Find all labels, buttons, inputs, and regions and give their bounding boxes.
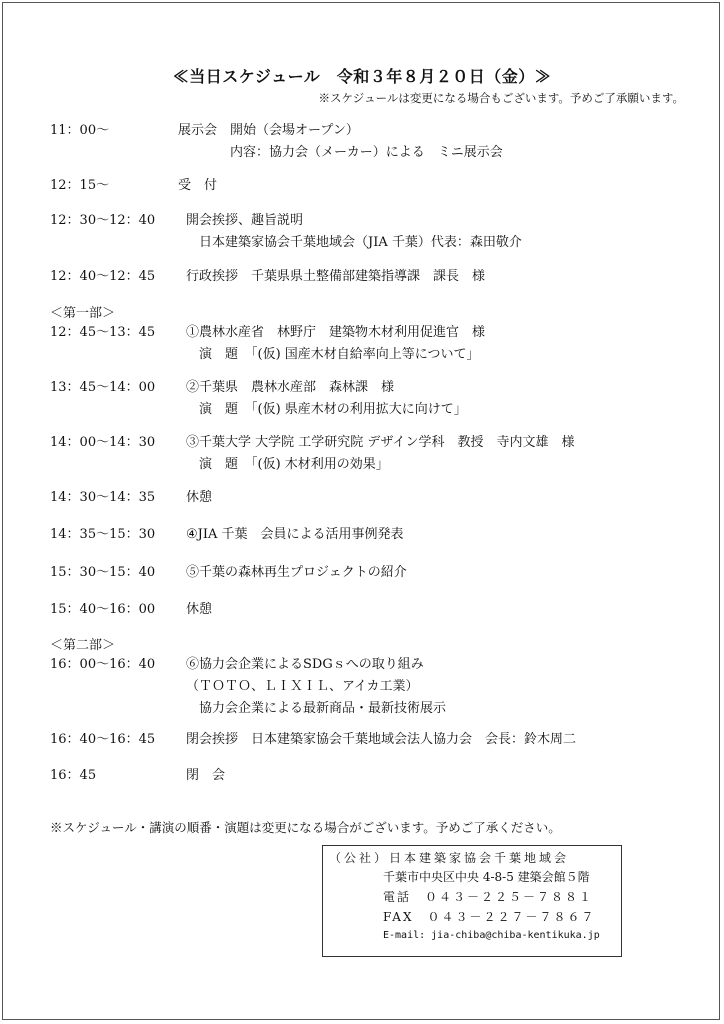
- schedule-line: 休憩: [186, 602, 213, 617]
- schedule-line: 閉会挨拶 日本建築家協会千葉地域会法人協力会 会長：鈴木周二: [186, 732, 577, 747]
- schedule-line: （ＴＯＴＯ、ＬＩＸＩＬ、アイカ工業）: [186, 679, 419, 694]
- organization-address: 千葉市中央区中央 4-8-5 建築会館５階: [383, 870, 590, 884]
- schedule-time: 12：40～12：45: [50, 269, 156, 284]
- schedule-line: ⑤千葉の森林再生プロジェクトの紹介: [186, 565, 407, 580]
- organization-box: [322, 845, 622, 957]
- schedule-time: 16：45: [50, 768, 97, 783]
- schedule-change-note: ※スケジュールは変更になる場合もございます。予めご了承願います。: [318, 91, 684, 105]
- schedule-line: 展示会 開始（会場オープン）: [178, 123, 359, 138]
- schedule-line: 演 題 「(仮) 国産木材自給率向上等について」: [186, 347, 480, 362]
- organization-fax: FAX ０４３－２２７－７８６７: [383, 910, 596, 924]
- schedule-line: 日本建築家協会千葉地域会（JIA 千葉）代表：森田敬介: [186, 235, 522, 250]
- schedule-line: 休憩: [186, 490, 213, 505]
- schedule-time: 16：40～16：45: [50, 732, 156, 747]
- organization-email[interactable]: E-mail: jia-chiba@chiba-kentikuka.jp: [383, 930, 600, 941]
- part-heading: ＜第二部＞: [50, 638, 116, 653]
- schedule-time: 15：30～15：40: [50, 565, 156, 580]
- schedule-time: 12：45～13：45: [50, 325, 156, 340]
- organization-tel: 電話 ０４３－２２５－７８８１: [383, 890, 594, 904]
- schedule-time: 14：00～14：30: [50, 435, 156, 450]
- part-heading: ＜第一部＞: [50, 306, 116, 321]
- schedule-time: 15：40～16：00: [50, 602, 156, 617]
- schedule-line: ①農林水産省 林野庁 建築物木材利用促進官 様: [186, 325, 486, 340]
- page-title: ≪当日スケジュール 令和３年８月２０日（金）≫: [172, 67, 552, 86]
- schedule-time: 12：15～: [50, 178, 110, 193]
- schedule-line: 受 付: [178, 178, 218, 193]
- schedule-time: 13：45～14：00: [50, 380, 156, 395]
- schedule-line: 演 題 「(仮) 県産木材の利用拡大に向けて」: [186, 402, 467, 417]
- program-change-note: ※スケジュール・講演の順番・演題は変更になる場合がございます。予めご了承ください。: [50, 820, 561, 835]
- schedule-line: ②千葉県 農林水産部 森林課 様: [186, 380, 395, 395]
- schedule-line: ④JIA 千葉 会員による活用事例発表: [186, 527, 404, 542]
- schedule-line: ⑥協力会企業によるSDGｓへの取り組み: [186, 657, 424, 672]
- schedule-line: 行政挨拶 千葉県県土整備部建築指導課 課長 様: [186, 269, 486, 284]
- schedule-line: 開会挨拶、趣旨説明: [186, 213, 304, 228]
- schedule-time: 14：35～15：30: [50, 527, 156, 542]
- schedule-time: 16：00～16：40: [50, 657, 156, 672]
- schedule-line: 閉 会: [186, 768, 226, 783]
- schedule-line: ③千葉大学 大学院 工学研究院 デザイン学科 教授 寺内文雄 様: [186, 435, 575, 450]
- schedule-time: 12：30～12：40: [50, 213, 156, 228]
- organization-name: （公社）日本建築家協会千葉地域会: [329, 851, 570, 865]
- schedule-line: 内容：協力会（メーカー）による ミニ展示会: [178, 145, 503, 160]
- schedule-line: 演 題 「(仮) 木材利用の効果」: [186, 457, 389, 472]
- schedule-time: 11：00～: [50, 123, 110, 138]
- schedule-line: 協力会企業による最新商品・最新技術展示: [186, 701, 447, 716]
- schedule-time: 14：30～14：35: [50, 490, 156, 505]
